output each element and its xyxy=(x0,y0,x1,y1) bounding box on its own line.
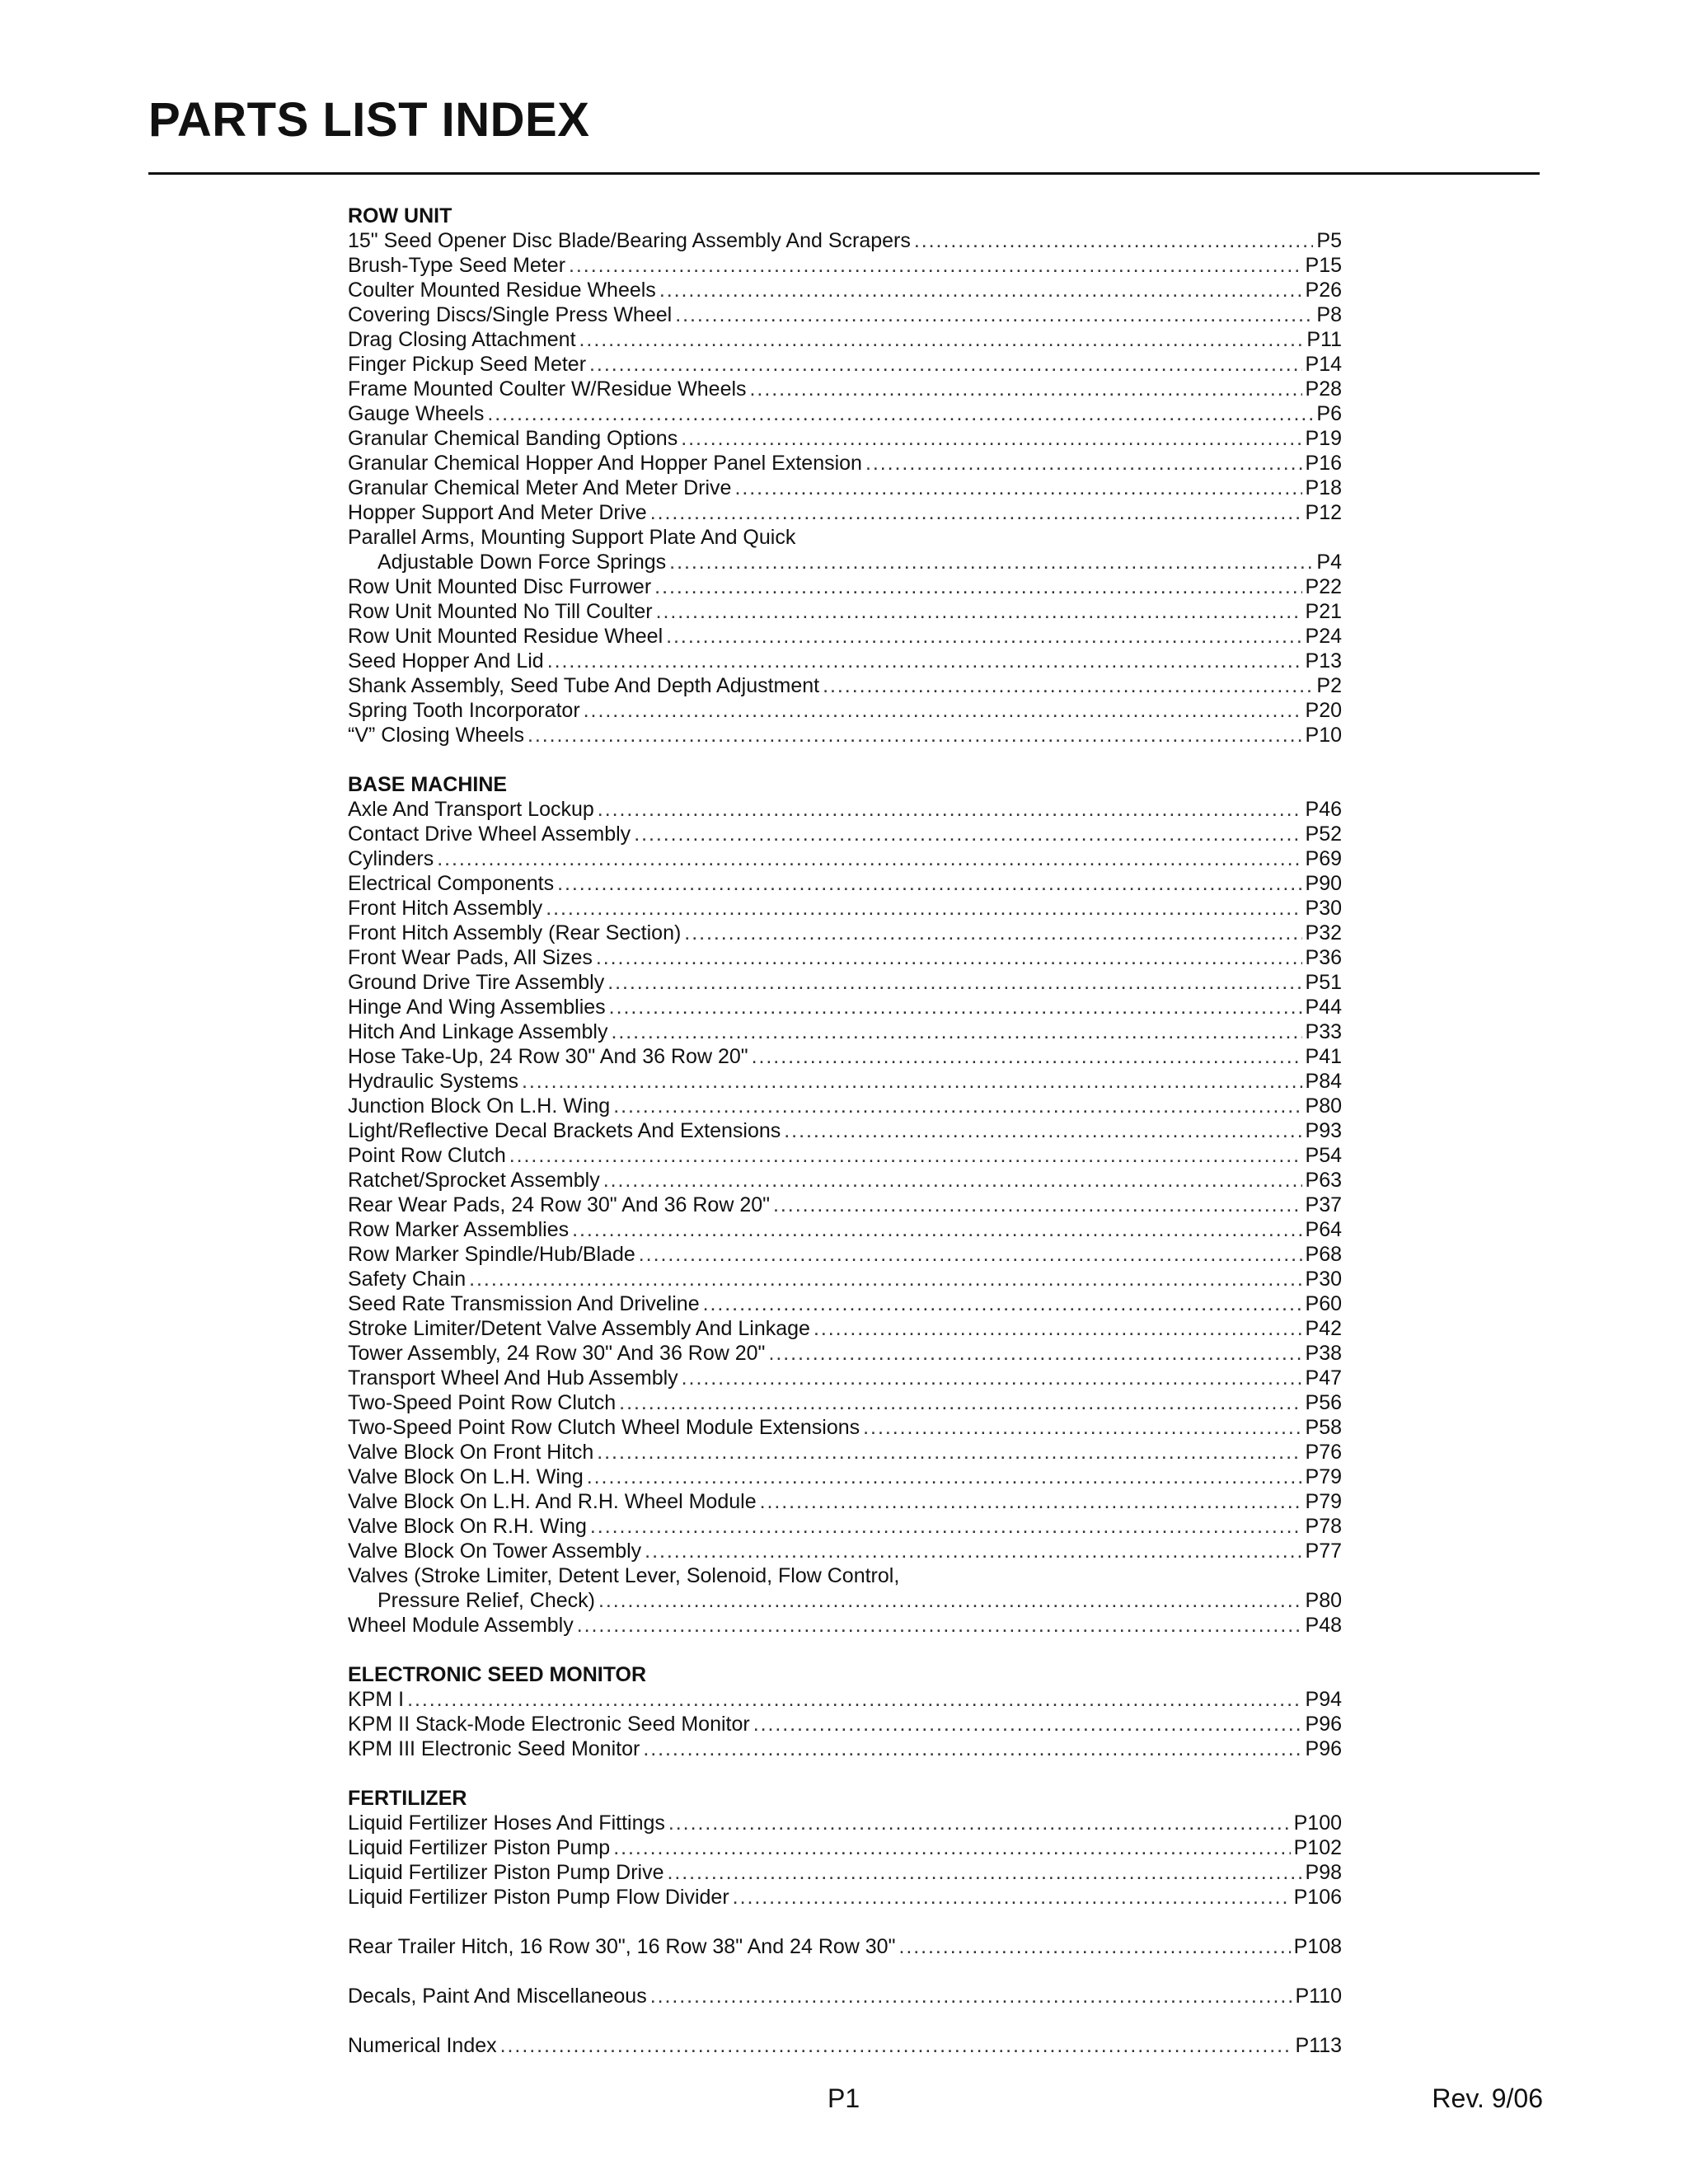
entry-label: Hose Take-Up, 24 Row 30" And 36 Row 20" xyxy=(348,1045,748,1068)
entry-page-ref: P76 xyxy=(1305,1441,1342,1464)
index-entry xyxy=(348,896,1342,921)
entry-label: Hydraulic Systems xyxy=(348,1070,518,1093)
index-entry xyxy=(348,401,1342,426)
index-entry xyxy=(348,302,1342,327)
dot-leader xyxy=(898,1934,1290,1959)
dot-leader xyxy=(773,1193,1302,1217)
index-entry xyxy=(348,1811,1342,1835)
entry-label: Valve Block On Front Hitch xyxy=(348,1441,594,1464)
index-entry xyxy=(348,1019,1342,1044)
entry-label: Liquid Fertilizer Piston Pump Flow Divider xyxy=(348,1886,729,1909)
index-entry xyxy=(348,1984,1342,2008)
index-entry xyxy=(348,1193,1342,1217)
dot-leader xyxy=(823,673,1313,698)
index-section xyxy=(348,1662,1342,1761)
entry-label: “V” Closing Wheels xyxy=(348,724,524,747)
entry-page-ref: P5 xyxy=(1316,229,1342,252)
entry-page-ref: P28 xyxy=(1305,377,1342,401)
dot-leader xyxy=(589,352,1301,377)
entry-label: Point Row Clutch xyxy=(348,1144,506,1167)
entry-label: Row Unit Mounted Disc Furrower xyxy=(348,575,652,598)
entry-page-ref: P80 xyxy=(1305,1094,1342,1118)
dot-leader xyxy=(596,945,1302,970)
entry-label: Front Hitch Assembly (Rear Section) xyxy=(348,921,682,944)
index-entry xyxy=(348,1366,1342,1390)
entry-page-ref: P63 xyxy=(1305,1169,1342,1192)
dot-leader xyxy=(814,1316,1302,1341)
entry-page-ref: P48 xyxy=(1305,1614,1342,1637)
index-entry xyxy=(348,871,1342,896)
index-section xyxy=(348,1984,1342,2008)
dot-leader xyxy=(650,500,1302,525)
index-entry xyxy=(348,1118,1342,1143)
entry-label: Safety Chain xyxy=(348,1268,467,1291)
entry-page-ref: P56 xyxy=(1305,1391,1342,1414)
entry-page-ref: P80 xyxy=(1305,1589,1342,1612)
entry-label: Seed Hopper And Lid xyxy=(348,649,544,673)
dot-leader xyxy=(682,1366,1302,1390)
index-entry xyxy=(348,1069,1342,1094)
index-entry xyxy=(348,1267,1342,1291)
dot-leader xyxy=(598,1588,1302,1613)
index-entry xyxy=(348,1341,1342,1366)
entry-label: Valves (Stroke Limiter, Detent Lever, Solenoid, Flow Control, xyxy=(348,1564,900,1587)
dot-leader xyxy=(407,1687,1301,1712)
index-entry xyxy=(348,1168,1342,1193)
entry-label: Rear Wear Pads, 24 Row 30" And 36 Row 20" xyxy=(348,1193,771,1216)
entry-page-ref: P98 xyxy=(1305,1861,1342,1884)
entry-label: Front Hitch Assembly xyxy=(348,897,543,920)
entry-label: KPM I xyxy=(348,1688,405,1711)
entry-page-ref: P58 xyxy=(1305,1416,1342,1439)
entry-page-ref: P106 xyxy=(1293,1886,1342,1909)
dot-leader xyxy=(914,228,1314,253)
entry-page-ref: P19 xyxy=(1305,427,1342,450)
dot-leader xyxy=(590,1514,1302,1539)
index-entry xyxy=(348,1712,1342,1736)
index-entry xyxy=(348,995,1342,1019)
dot-leader xyxy=(667,1860,1301,1885)
dot-leader xyxy=(634,822,1301,846)
dot-leader xyxy=(528,723,1302,748)
dot-leader xyxy=(613,1094,1301,1118)
entry-page-ref: P30 xyxy=(1305,1268,1342,1291)
index-entry xyxy=(348,1835,1342,1860)
entry-page-ref: P11 xyxy=(1306,328,1342,351)
entry-label: Finger Pickup Seed Meter xyxy=(348,353,587,376)
entry-page-ref: P4 xyxy=(1316,551,1342,574)
entry-page-ref: P36 xyxy=(1305,946,1342,969)
index-list xyxy=(348,204,1342,2058)
entry-label: Frame Mounted Coulter W/Residue Wheels xyxy=(348,377,747,401)
entry-label: Axle And Transport Lockup xyxy=(348,798,594,821)
entry-page-ref: P77 xyxy=(1305,1540,1342,1563)
entry-label: Tower Assembly, 24 Row 30" And 36 Row 20" xyxy=(348,1342,766,1365)
dot-leader xyxy=(546,896,1301,921)
entry-page-ref: P102 xyxy=(1293,1836,1342,1859)
dot-leader xyxy=(572,1217,1301,1242)
dot-leader xyxy=(654,574,1301,599)
entry-page-ref: P100 xyxy=(1293,1811,1342,1835)
entry-label: Hitch And Linkage Assembly xyxy=(348,1020,608,1043)
index-entry xyxy=(348,1539,1342,1563)
entry-page-ref: P30 xyxy=(1305,897,1342,920)
dot-leader xyxy=(863,1415,1301,1440)
entry-page-ref: P68 xyxy=(1305,1243,1342,1266)
entry-label: Rear Trailer Hitch, 16 Row 30", 16 Row 38" And 24 Row 30" xyxy=(348,1935,896,1958)
entry-label: Valve Block On Tower Assembly xyxy=(348,1540,642,1563)
entry-label: Valve Block On R.H. Wing xyxy=(348,1515,587,1538)
dot-leader xyxy=(639,1242,1302,1267)
dot-leader xyxy=(656,599,1302,624)
entry-label: Drag Closing Attachment xyxy=(348,328,576,351)
index-entry xyxy=(348,1217,1342,1242)
entry-label: Row Marker Assemblies xyxy=(348,1218,570,1241)
dot-leader xyxy=(619,1390,1301,1415)
dot-leader xyxy=(666,624,1301,649)
entry-label: Contact Drive Wheel Assembly xyxy=(348,823,631,846)
entry-page-ref: P32 xyxy=(1305,921,1342,944)
entry-page-ref: P44 xyxy=(1305,996,1342,1019)
entry-page-ref: P6 xyxy=(1316,402,1342,425)
index-entry xyxy=(348,1143,1342,1168)
index-entry xyxy=(348,1465,1342,1489)
dot-leader xyxy=(577,1613,1302,1638)
entry-label: Valve Block On L.H. Wing xyxy=(348,1465,584,1488)
dot-leader xyxy=(668,1811,1291,1835)
entry-page-ref: P12 xyxy=(1305,501,1342,524)
index-entry xyxy=(348,921,1342,945)
dot-leader xyxy=(753,1712,1302,1736)
dot-leader xyxy=(684,921,1301,945)
entry-label: Liquid Fertilizer Piston Pump Drive xyxy=(348,1861,664,1884)
entry-page-ref: P20 xyxy=(1305,699,1342,722)
entry-page-ref: P41 xyxy=(1305,1045,1342,1068)
entry-label: Brush-Type Seed Meter xyxy=(348,254,566,277)
dot-leader xyxy=(760,1489,1302,1514)
dot-leader xyxy=(597,1440,1301,1465)
dot-leader xyxy=(703,1291,1302,1316)
index-entry xyxy=(348,525,1342,574)
dot-leader xyxy=(607,970,1301,995)
entry-label: Ground Drive Tire Assembly xyxy=(348,971,605,994)
index-entry xyxy=(348,1885,1342,1910)
entry-page-ref: P16 xyxy=(1305,452,1342,475)
dot-leader xyxy=(734,476,1301,500)
index-entry xyxy=(348,278,1342,302)
entry-page-ref: P10 xyxy=(1305,724,1342,747)
index-entry xyxy=(348,846,1342,871)
entry-page-ref: P24 xyxy=(1305,625,1342,648)
entry-page-ref: P18 xyxy=(1305,476,1342,499)
entry-page-ref: P13 xyxy=(1305,649,1342,673)
dot-leader xyxy=(569,253,1302,278)
index-entry xyxy=(348,253,1342,278)
entry-label: Ratchet/Sprocket Assembly xyxy=(348,1169,600,1192)
entry-label: Seed Rate Transmission And Driveline xyxy=(348,1292,700,1315)
index-entry xyxy=(348,624,1342,649)
index-entry xyxy=(348,451,1342,476)
dot-leader xyxy=(645,1539,1301,1563)
index-entry xyxy=(348,377,1342,401)
dot-leader xyxy=(609,995,1302,1019)
section-heading: ROW UNIT xyxy=(348,204,452,227)
entry-page-ref: P22 xyxy=(1305,575,1342,598)
entry-page-ref: P110 xyxy=(1295,1985,1342,2008)
entry-page-ref: P108 xyxy=(1293,1935,1342,1958)
entry-page-ref: P37 xyxy=(1305,1193,1342,1216)
entry-label: Shank Assembly, Seed Tube And Depth Adjustment xyxy=(348,674,820,697)
entry-label: Stroke Limiter/Detent Valve Assembly And Linkage xyxy=(348,1317,810,1340)
dot-leader xyxy=(865,451,1302,476)
entry-label: Row Unit Mounted Residue Wheel xyxy=(348,625,663,648)
entry-page-ref: P93 xyxy=(1305,1119,1342,1142)
entry-label: Hinge And Wing Assemblies xyxy=(348,996,606,1019)
entry-label: 15" Seed Opener Disc Blade/Bearing Assembly And Scrapers xyxy=(348,229,911,252)
dot-leader xyxy=(611,1019,1301,1044)
section-heading: FERTILIZER xyxy=(348,1787,467,1810)
entry-label: Spring Tooth Incorporator xyxy=(348,699,580,722)
index-entry xyxy=(348,500,1342,525)
entry-label: Gauge Wheels xyxy=(348,402,485,425)
index-entry xyxy=(348,1044,1342,1069)
entry-label: Hopper Support And Meter Drive xyxy=(348,501,647,524)
entry-label: Cylinders xyxy=(348,847,434,870)
section-heading: ELECTRONIC SEED MONITOR xyxy=(348,1663,647,1686)
entry-page-ref: P84 xyxy=(1305,1070,1342,1093)
entry-page-ref: P113 xyxy=(1295,2034,1342,2057)
entry-page-ref: P46 xyxy=(1305,798,1342,821)
entry-label: Two-Speed Point Row Clutch xyxy=(348,1391,617,1414)
index-entry xyxy=(348,426,1342,451)
index-entry xyxy=(348,649,1342,673)
dot-leader xyxy=(613,1835,1290,1860)
entry-label: Electrical Components xyxy=(348,872,555,895)
dot-leader xyxy=(522,1069,1302,1094)
index-entry xyxy=(348,228,1342,253)
footer-page-number: P1 xyxy=(828,2083,860,2113)
index-entry xyxy=(348,1563,1342,1613)
entry-page-ref: P79 xyxy=(1305,1490,1342,1513)
index-entry xyxy=(348,476,1342,500)
entry-label: Covering Discs/Single Press Wheel xyxy=(348,303,673,326)
index-entry xyxy=(348,822,1342,846)
entry-page-ref: P94 xyxy=(1305,1688,1342,1711)
dot-leader xyxy=(500,2033,1292,2058)
entry-page-ref: P47 xyxy=(1305,1366,1342,1390)
dot-leader xyxy=(643,1736,1301,1761)
entry-page-ref: P78 xyxy=(1305,1515,1342,1538)
index-entry xyxy=(348,723,1342,748)
entry-page-ref: P52 xyxy=(1305,823,1342,846)
entry-page-ref: P15 xyxy=(1305,254,1342,277)
index-section xyxy=(348,1786,1342,1910)
entry-label: KPM III Electronic Seed Monitor xyxy=(348,1737,640,1760)
entry-page-ref: P51 xyxy=(1305,971,1342,994)
entry-page-ref: P96 xyxy=(1305,1713,1342,1736)
entry-label: Decals, Paint And Miscellaneous xyxy=(348,1985,647,2008)
index-entry xyxy=(348,970,1342,995)
index-entry xyxy=(348,1514,1342,1539)
entry-label: Valve Block On L.H. And R.H. Wheel Module xyxy=(348,1490,757,1513)
index-entry xyxy=(348,599,1342,624)
dot-leader xyxy=(603,1168,1302,1193)
dot-leader xyxy=(584,698,1302,723)
entry-label: Junction Block On L.H. Wing xyxy=(348,1094,611,1118)
dot-leader xyxy=(547,649,1302,673)
index-entry xyxy=(348,1613,1342,1638)
dot-leader xyxy=(557,871,1301,896)
index-entry xyxy=(348,327,1342,352)
dot-leader xyxy=(579,327,1304,352)
dot-leader xyxy=(681,426,1301,451)
entry-page-ref: P64 xyxy=(1305,1218,1342,1241)
index-entry xyxy=(348,1489,1342,1514)
page-title: PARTS LIST INDEX xyxy=(148,93,590,147)
entry-label: Two-Speed Point Row Clutch Wheel Module Extensions xyxy=(348,1416,860,1439)
index-entry xyxy=(348,352,1342,377)
entry-page-ref: P2 xyxy=(1316,674,1342,697)
index-entry xyxy=(348,1291,1342,1316)
dot-leader xyxy=(437,846,1301,871)
index-entry xyxy=(348,673,1342,698)
entry-label: Light/Reflective Decal Brackets And Extensions xyxy=(348,1119,781,1142)
index-entry xyxy=(348,797,1342,822)
entry-label: Liquid Fertilizer Hoses And Fittings xyxy=(348,1811,665,1835)
entry-label: Coulter Mounted Residue Wheels xyxy=(348,279,656,302)
entry-label: Front Wear Pads, All Sizes xyxy=(348,946,593,969)
entry-page-ref: P54 xyxy=(1305,1144,1342,1167)
index-entry xyxy=(348,1390,1342,1415)
entry-label: Granular Chemical Hopper And Hopper Panel Extension xyxy=(348,452,862,475)
entry-page-ref: P42 xyxy=(1305,1317,1342,1340)
dot-leader xyxy=(675,302,1313,327)
entry-page-ref: P60 xyxy=(1305,1292,1342,1315)
index-entry xyxy=(348,1440,1342,1465)
entry-label: KPM II Stack-Mode Electronic Seed Monitor xyxy=(348,1713,750,1736)
index-section xyxy=(348,772,1342,1638)
dot-leader xyxy=(669,550,1313,574)
section-heading: BASE MACHINE xyxy=(348,773,508,796)
entry-label: Granular Chemical Banding Options xyxy=(348,427,678,450)
dot-leader xyxy=(659,278,1302,302)
entry-label-continued: Adjustable Down Force Springs xyxy=(377,551,667,574)
entry-page-ref: P33 xyxy=(1305,1020,1342,1043)
index-entry xyxy=(348,698,1342,723)
entry-label: Transport Wheel And Hub Assembly xyxy=(348,1366,678,1390)
index-entry xyxy=(348,1316,1342,1341)
entry-label: Row Marker Spindle/Hub/Blade xyxy=(348,1243,635,1266)
dot-leader xyxy=(509,1143,1302,1168)
index-entry xyxy=(348,1415,1342,1440)
index-entry xyxy=(348,1860,1342,1885)
entry-page-ref: P69 xyxy=(1305,847,1342,870)
index-entry xyxy=(348,945,1342,970)
entry-label: Row Unit Mounted No Till Coulter xyxy=(348,600,653,623)
entry-page-ref: P96 xyxy=(1305,1737,1342,1760)
entry-label-continued: Pressure Relief, Check) xyxy=(377,1589,595,1612)
entry-page-ref: P90 xyxy=(1305,872,1342,895)
entry-page-ref: P14 xyxy=(1305,353,1342,376)
dot-leader xyxy=(587,1465,1302,1489)
index-entry xyxy=(348,2033,1342,2058)
footer-revision: Rev. 9/06 xyxy=(1432,2083,1543,2113)
dot-leader xyxy=(768,1341,1301,1366)
index-entry xyxy=(348,1687,1342,1712)
dot-leader xyxy=(784,1118,1301,1143)
entry-label: Wheel Module Assembly xyxy=(348,1614,574,1637)
index-section xyxy=(348,2033,1342,2058)
title-divider xyxy=(148,172,1540,175)
entry-label: Granular Chemical Meter And Meter Drive xyxy=(348,476,732,499)
dot-leader xyxy=(752,1044,1302,1069)
entry-page-ref: P26 xyxy=(1305,279,1342,302)
entry-page-ref: P21 xyxy=(1305,600,1342,623)
index-section xyxy=(348,1934,1342,1959)
entry-page-ref: P8 xyxy=(1316,303,1342,326)
dot-leader xyxy=(598,797,1302,822)
entry-page-ref: P38 xyxy=(1305,1342,1342,1365)
dot-leader xyxy=(487,401,1313,426)
dot-leader xyxy=(469,1267,1301,1291)
index-entry xyxy=(348,1736,1342,1761)
index-entry xyxy=(348,1934,1342,1959)
entry-page-ref: P79 xyxy=(1305,1465,1342,1488)
entry-label: Liquid Fertilizer Piston Pump xyxy=(348,1836,611,1859)
entry-label: Numerical Index xyxy=(348,2034,497,2057)
index-entry xyxy=(348,1242,1342,1267)
entry-label: Parallel Arms, Mounting Support Plate And Quick xyxy=(348,526,796,549)
dot-leader xyxy=(733,1885,1291,1910)
index-section xyxy=(348,204,1342,748)
index-entry xyxy=(348,574,1342,599)
dot-leader xyxy=(750,377,1302,401)
dot-leader xyxy=(650,1984,1292,2008)
index-entry xyxy=(348,1094,1342,1118)
